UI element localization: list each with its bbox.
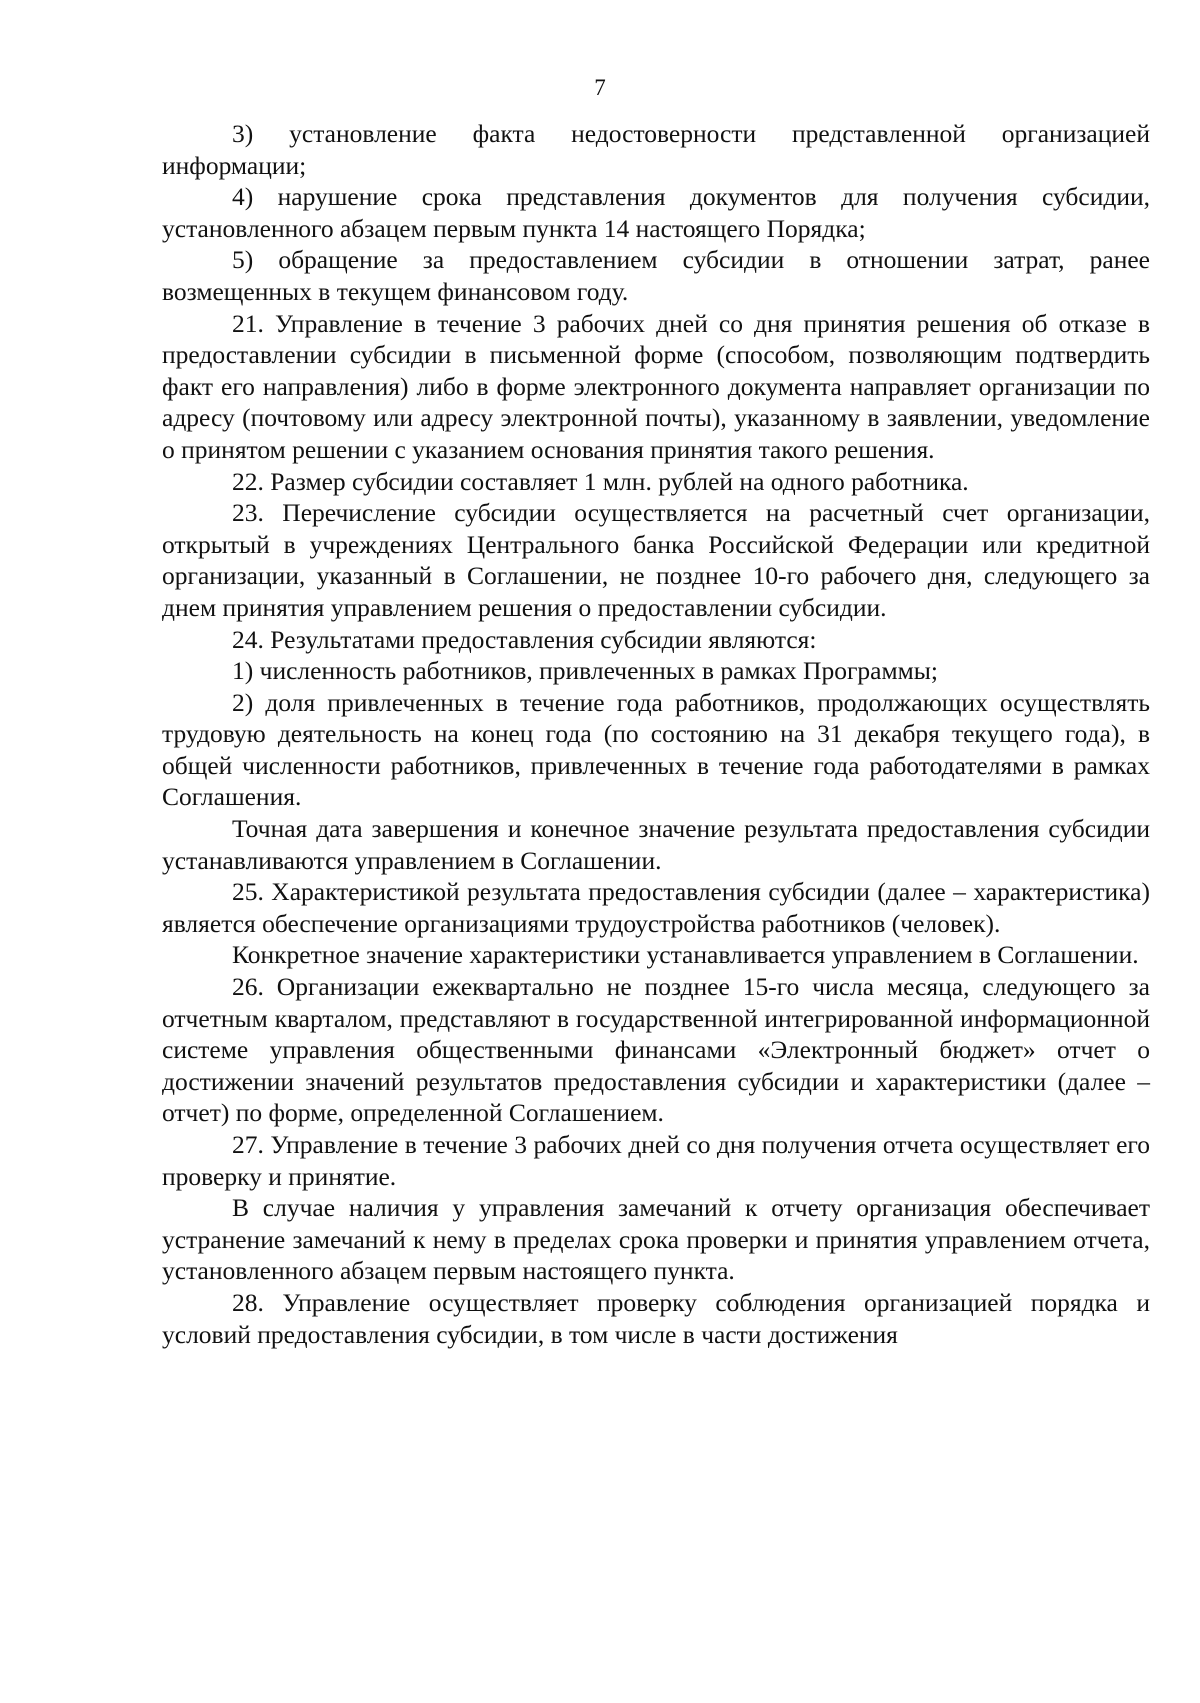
paragraph-item-4: 4) нарушение срока представления документов для получения субсидии, установленного абзацем первым пункта 14 настоящего Порядка; [162,182,1150,243]
paragraph-clause-28: 28. Управление осуществляет проверку соблюдения организацией порядка и условий предоставления субсидии, в том числе в части достижения [162,1287,1150,1349]
paragraph-clause-23: 23. Перечисление субсидии осуществляется на расчетный счет организации, открытый в учреждениях Центрального банка Российской Федерации или кредитной организации, указанный в Соглашении, не позднее 10-го рабочего дня, следующего за днем принятия управлением решения о предоставлении субсидии. [162,498,1150,622]
page-number: 7 [594,75,606,100]
paragraph-result-1: 1) численность работников, привлеченных в рамках Программы; [232,656,938,686]
document-body [162,118,1150,1350]
paragraph-item-5: 5) обращение за предоставлением субсидии в отношении затрат, ранее возмещенных в текущем финансовом году. [162,245,1150,306]
paragraph-clause-21: 21. Управление в течение 3 рабочих дней со дня принятия решения об отказе в предоставлении субсидии в письменной форме (способом, позволяющим подтвердить факт его направления) либо в форме электронного документа направляет организации по адресу (почтовому или адресу электронной почты), указанному в заявлении, уведомление о принятом решении с указанием основания принятия такого решения. [162,308,1150,464]
paragraph-clause-22: 22. Размер субсидии составляет 1 млн. рублей на одного работника. [232,466,969,496]
paragraph-item-3: 3) установление факта недостоверности представленной организацией информации; [162,119,1150,180]
paragraph-clause-27: 27. Управление в течение 3 рабочих дней со дня получения отчета осуществляет его проверку и принятие. [162,1130,1150,1191]
paragraph-clause-24: 24. Результатами предоставления субсидии являются: [232,624,817,654]
paragraph-clause-26: 26. Организации ежеквартально не позднее 15-го числа месяца, следующего за отчетным кварталом, представляют в государственной интегрированной информационной системе управления общественными финансами «Электронный бюджет» отчет о достижении значений результатов предоставления субсидии и характеристики (далее – отчет) по форме, определенной Соглашением. [162,972,1150,1128]
paragraph-remarks: В случае наличия у управления замечаний к отчету организация обеспечивает устранение замечаний к нему в пределах срока проверки и принятия управлением отчета, установленного абзацем первым настоящего пункта. [162,1193,1150,1286]
paragraph-characteristic-value: Конкретное значение характеристики устанавливается управлением в Соглашении. [232,940,1139,970]
paragraph-clause-25: 25. Характеристикой результата предоставления субсидии (далее – характеристика) является обеспечение организациями трудоустройства работников (человек). [162,877,1150,938]
paragraph-result-date: Точная дата завершения и конечное значение результата предоставления субсидии устанавливаются управлением в Соглашении. [162,814,1150,875]
paragraph-result-2: 2) доля привлеченных в течение года работников, продолжающих осуществлять трудовую деятельность на конец года (по состоянию на 31 декабря текущего года), в общей численности работников, привлеченных в течение года работодателями в рамках Соглашения. [162,687,1150,812]
